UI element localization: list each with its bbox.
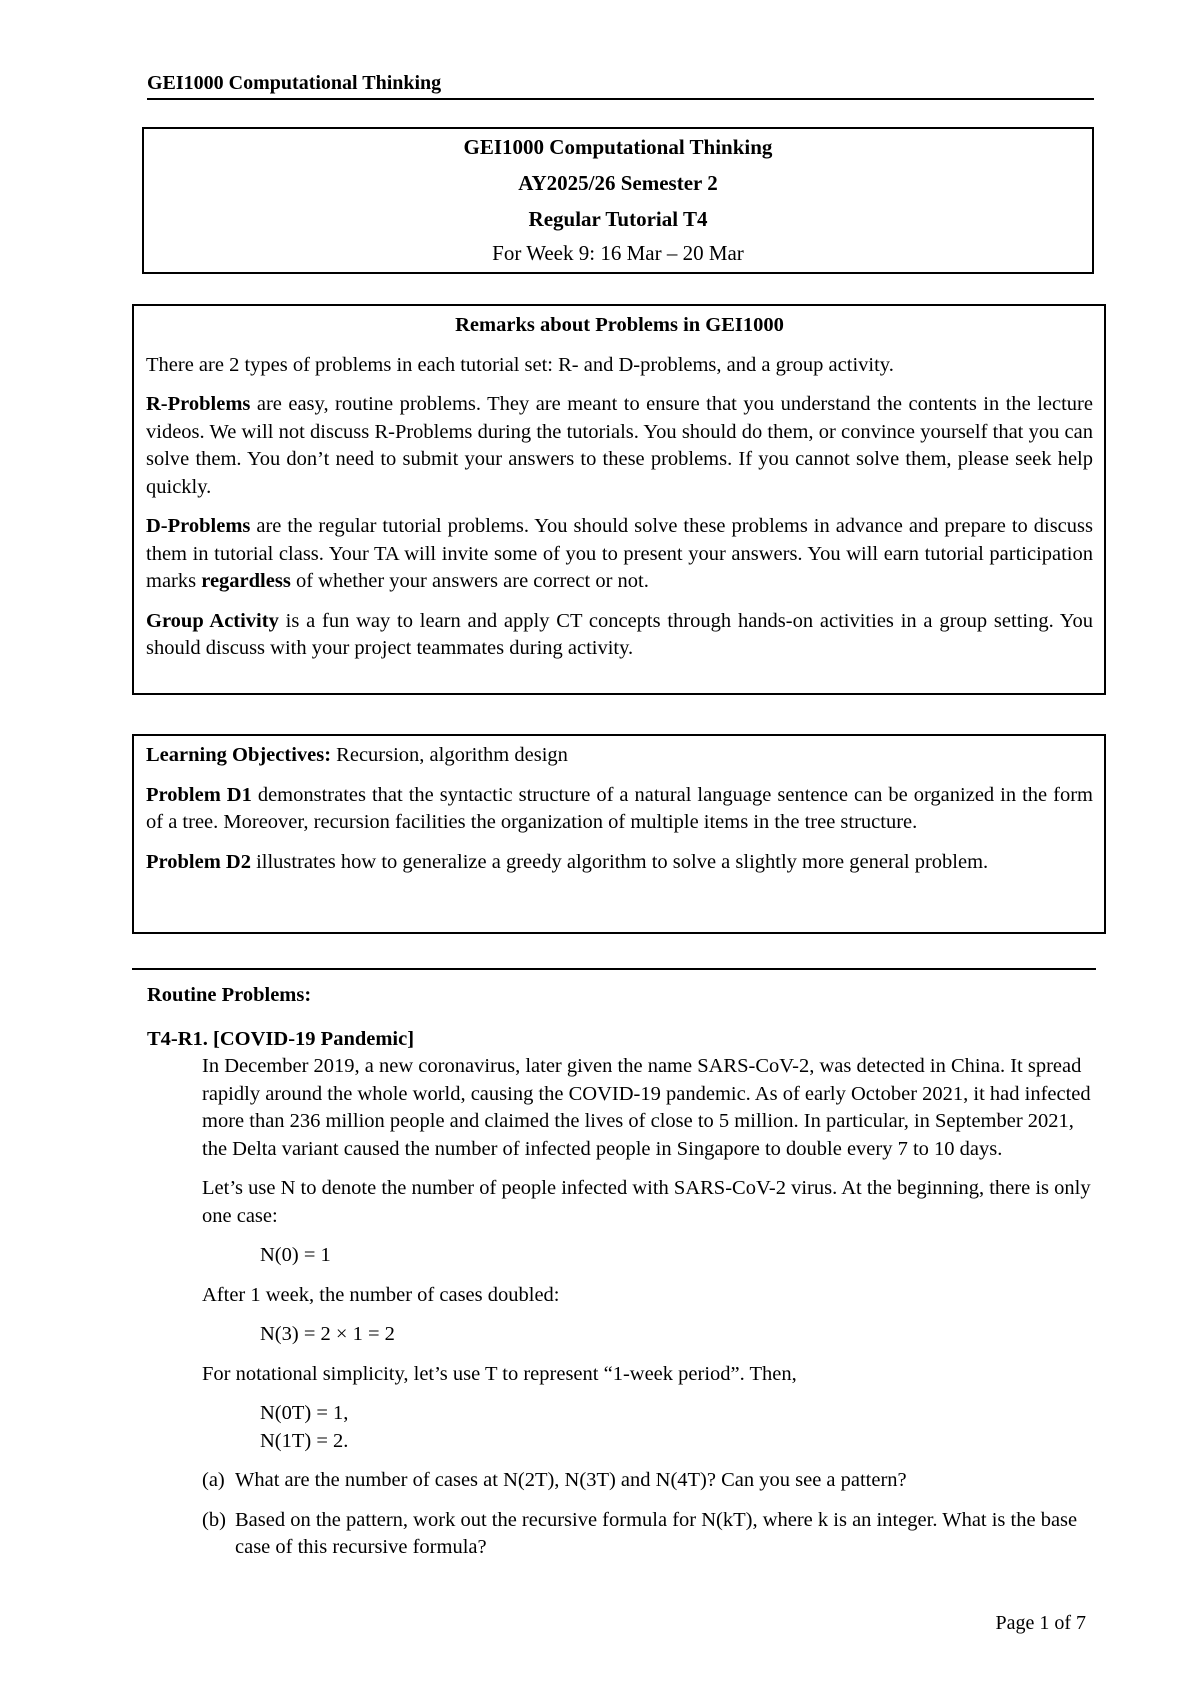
d-problems-text-1: are the regular tutorial problems. You should solve these problems in advance and prepare to discuss them in tutorial class. Your TA will invite some of you to present your answers. You will earn tutorial participation marks <box>146 515 1093 592</box>
remarks-heading: Remarks about Problems in GEI1000 <box>455 314 784 336</box>
routine-heading: Routine Problems: <box>147 984 312 1006</box>
formula-1t: N(1T) = 2. <box>260 1429 349 1452</box>
course-title: GEI1000 Computational Thinking <box>463 135 773 159</box>
d-problems-term: D-Problems <box>146 515 251 537</box>
problem-d2-text: illustrates how to generalize a greedy algorithm to solve a slightly more general problem. <box>250 850 989 873</box>
problem-d2-term: Problem D2 <box>146 850 251 873</box>
formula-0t: N(0T) = 1, <box>260 1402 349 1424</box>
d-problems-text-2: of whether your answers are correct or not. <box>290 570 649 592</box>
remarks-box <box>132 304 1106 695</box>
r-problems-term: R-Problems <box>146 393 251 415</box>
page-number: Page 1 of 7 <box>995 1612 1086 1634</box>
question-a-label: (a) <box>202 1469 225 1491</box>
learning-objectives-label: Learning Objectives: <box>146 744 332 766</box>
covid-paragraph: In December 2019, a new coronavirus, later given the name SARS-CoV-2, was detected in China. It spread rapidly around the whole world, causing the COVID-19 pandemic. As of early October 2021, it had infected more than 236 million people and claimed the lives of close to 5 million. In particular, in September 2021, the Delta variant caused the number of infected people in Singapore to double every 7 to 10 days. <box>202 1055 1091 1160</box>
semester-title: AY2025/26 Semester 2 <box>518 171 718 195</box>
group-activity-paragraph <box>146 608 1093 663</box>
r-problems-text: are easy, routine problems. They are meant to ensure that you understand the contents in the lecture videos. We will not discuss R-Problems during the tutorials. You should do them, or convince yourself that you can solve them. You don’t need to submit your answers to these problems. If you cannot solve them, please seek help quickly. <box>146 393 1093 498</box>
definition-paragraph: Let’s use N to denote the number of people infected with SARS-CoV-2 virus. At the beginning, there is only one case: <box>202 1177 1091 1227</box>
question-a-text: What are the number of cases at N(2T), N(3T) and N(4T)? Can you see a pattern? <box>235 1469 907 1491</box>
routine-problems-section <box>147 978 1097 1562</box>
remarks-intro: There are 2 types of problems in each tutorial set: R- and D-problems, and a group activity. <box>146 353 894 376</box>
question-b-text: Based on the pattern, work out the recursive formula for N(kT), where k is an integer. What is the base case of this recursive formula? <box>235 1508 1078 1558</box>
after-week-paragraph: After 1 week, the number of cases doubled: <box>202 1283 560 1306</box>
learning-objectives-box <box>132 734 1106 934</box>
question-b-label: (b) <box>202 1508 226 1531</box>
section-divider <box>132 968 1096 970</box>
notation-paragraph: For notational simplicity, let’s use T to represent “1-week period”. Then, <box>202 1362 797 1385</box>
tutorial-title: Regular Tutorial T4 <box>528 207 708 231</box>
group-activity-term: Group Activity <box>146 609 279 632</box>
regardless-emphasis: regardless <box>201 570 291 592</box>
problem-title: T4-R1. [COVID-19 Pandemic] <box>147 1027 415 1050</box>
problem-d1-term: Problem D1 <box>146 783 252 806</box>
learning-objectives-text: Recursion, algorithm design <box>331 744 568 766</box>
title-box <box>142 127 1094 274</box>
problem-d1-paragraph <box>146 782 1093 837</box>
question-b <box>147 1507 1097 1562</box>
problem-d2-paragraph <box>146 849 1093 877</box>
week-line: For Week 9: 16 Mar – 20 Mar <box>492 241 744 265</box>
question-a <box>147 1467 1097 1495</box>
problem-d1-text: demonstrates that the syntactic structure of a natural language sentence can be organized in the form of a tree. Moreover, recursion facilities the organization of multiple items in the tree structure. <box>146 783 1093 833</box>
d-problems-paragraph <box>146 513 1093 596</box>
formula-doubled: N(3) = 2 × 1 = 2 <box>260 1323 395 1345</box>
running-header: GEI1000 Computational Thinking <box>147 72 1094 100</box>
learning-objectives-line <box>146 742 1093 770</box>
group-activity-text: is a fun way to learn and apply CT concepts through hands-on activities in a group setting. You should discuss with your project teammates during activity. <box>146 609 1094 659</box>
formula-base: N(0) = 1 <box>260 1244 331 1266</box>
r-problems-paragraph <box>146 391 1093 501</box>
